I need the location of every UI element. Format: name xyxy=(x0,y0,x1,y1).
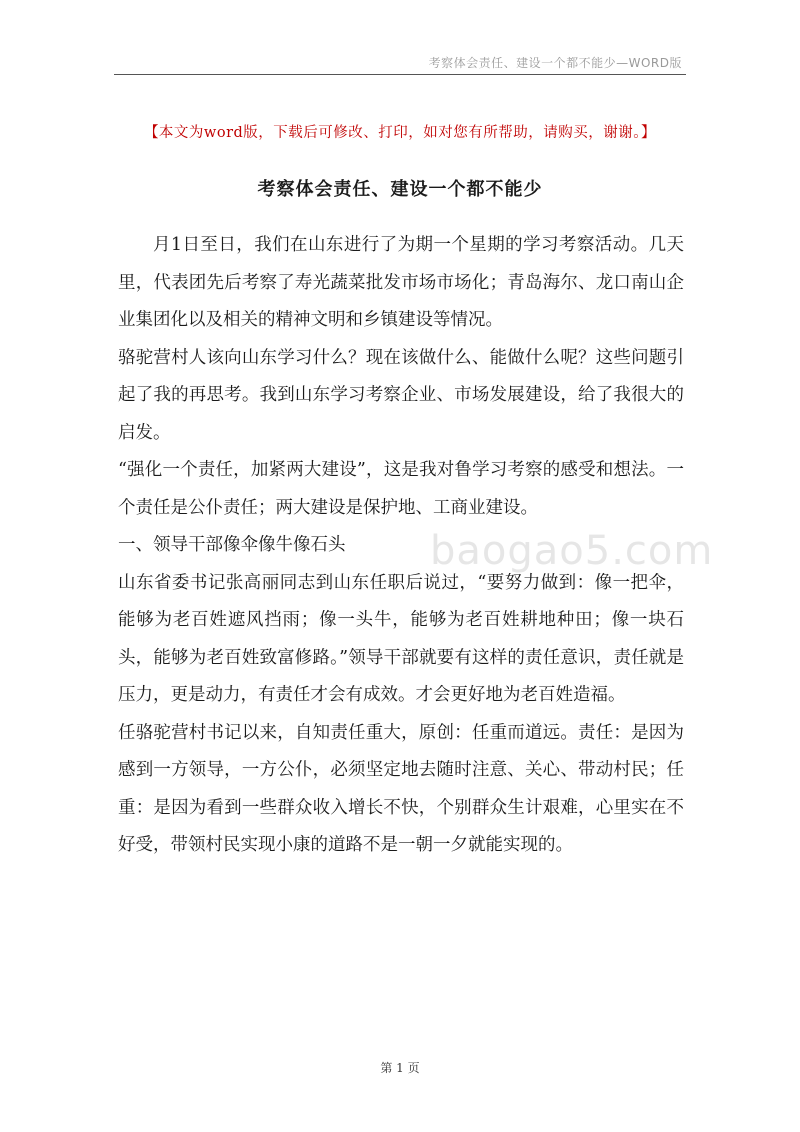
page-number: 第 1 页 xyxy=(380,1061,420,1075)
paragraph-quote: 山东省委书记张高丽同志到山东任职后说过，“要努力做到：像一把伞，能够为老百姓遮风挡雨；像一头牛，能够为老百姓耕地种田；像一块石头，能够为老百姓致富修路。”领导干部就要有这样的责任意识，责任就是压力，更是动力，有责任才会有成效。才会更好地为老百姓造福。 xyxy=(118,572,684,705)
document-title: 考察体会责任、建设一个都不能少 xyxy=(257,179,543,200)
download-notice: 【本文为word版，下载后可修改、打印，如对您有所帮助，请购买，谢谢。】 xyxy=(143,125,657,141)
paragraph-responsibility: 任骆驼营村书记以来，自知责任重大，原创：任重而道远。责任：是因为感到一方领导，一方公仆，必须坚定地去随时注意、关心、带动村民；任重：是因为看到一些群众收入增长不快，个别群众生计艰难，心里实在不好受，带领村民实现小康的道路不是一朝一夕就能实现的。 xyxy=(118,722,684,855)
paragraph-thesis: “强化一个责任，加紧两大建设”，这是我对鲁学习考察的感受和想法。一个责任是公仆责任；两大建设是保护地、工商业建设。 xyxy=(118,460,684,518)
header-divider xyxy=(114,74,686,75)
paragraph-question: 骆驼营村人该向山东学习什么？现在该做什么、能做什么呢？这些问题引起了我的再思考。我到山东学习考察企业、市场发展建设，给了我很大的启发。 xyxy=(118,347,684,443)
section-heading-1: 一、领导干部像伞像牛像石头 xyxy=(118,535,346,555)
running-header: 考察体会责任、建设一个都不能少—WORD版 xyxy=(428,56,682,70)
paragraph-intro: 月1日至日，我们在山东进行了为期一个星期的学习考察活动。几天里，代表团先后考察了寿光蔬菜批发市场市场化；青岛海尔、龙口南山企业集团化以及相关的精神文明和乡镇建设等情况。 xyxy=(118,235,684,330)
watermark: baogao5.com xyxy=(430,528,714,574)
